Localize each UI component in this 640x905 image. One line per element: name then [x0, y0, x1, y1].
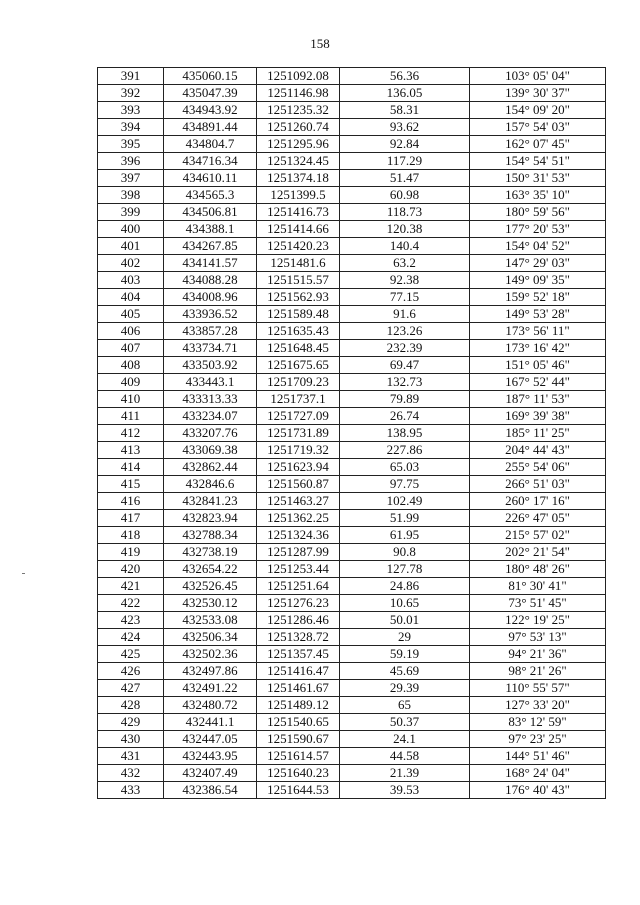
- x-coordinate-cell: 432506.34: [164, 629, 257, 646]
- point-number-cell: 402: [98, 255, 164, 272]
- distance-cell: 56.36: [340, 68, 470, 85]
- table-row: [98, 119, 606, 136]
- table-row: [98, 714, 606, 731]
- point-number-cell: 421: [98, 578, 164, 595]
- bearing-cell: 187° 11' 53": [470, 391, 606, 408]
- y-coordinate-cell: 1251709.23: [257, 374, 340, 391]
- y-coordinate-cell: 1251489.12: [257, 697, 340, 714]
- table-row: [98, 629, 606, 646]
- point-number-cell: 425: [98, 646, 164, 663]
- y-coordinate-cell: 1251286.46: [257, 612, 340, 629]
- y-coordinate-cell: 1251635.43: [257, 323, 340, 340]
- distance-cell: 127.78: [340, 561, 470, 578]
- point-number-cell: 392: [98, 85, 164, 102]
- x-coordinate-cell: 434267.85: [164, 238, 257, 255]
- point-number-cell: 410: [98, 391, 164, 408]
- table-row: [98, 238, 606, 255]
- table-row: [98, 221, 606, 238]
- y-coordinate-cell: 1251481.6: [257, 255, 340, 272]
- x-coordinate-cell: 434565.3: [164, 187, 257, 204]
- bearing-cell: 97° 23' 25": [470, 731, 606, 748]
- point-number-cell: 406: [98, 323, 164, 340]
- bearing-cell: 266° 51' 03": [470, 476, 606, 493]
- x-coordinate-cell: 432862.44: [164, 459, 257, 476]
- x-coordinate-cell: 432788.34: [164, 527, 257, 544]
- point-number-cell: 412: [98, 425, 164, 442]
- y-coordinate-cell: 1251562.93: [257, 289, 340, 306]
- table-row: [98, 442, 606, 459]
- table-row: [98, 289, 606, 306]
- distance-cell: 92.38: [340, 272, 470, 289]
- point-number-cell: 413: [98, 442, 164, 459]
- distance-cell: 65: [340, 697, 470, 714]
- bearing-cell: 149° 53' 28": [470, 306, 606, 323]
- distance-cell: 51.99: [340, 510, 470, 527]
- distance-cell: 65.03: [340, 459, 470, 476]
- table-row: [98, 578, 606, 595]
- bearing-cell: 173° 56' 11": [470, 323, 606, 340]
- bearing-cell: 149° 09' 35": [470, 272, 606, 289]
- y-coordinate-cell: 1251362.25: [257, 510, 340, 527]
- bearing-cell: 255° 54' 06": [470, 459, 606, 476]
- table-row: [98, 374, 606, 391]
- point-number-cell: 399: [98, 204, 164, 221]
- x-coordinate-cell: 432497.86: [164, 663, 257, 680]
- point-number-cell: 400: [98, 221, 164, 238]
- page-number: 158: [310, 36, 330, 51]
- x-coordinate-cell: 432447.05: [164, 731, 257, 748]
- distance-cell: 132.73: [340, 374, 470, 391]
- x-coordinate-cell: 433069.38: [164, 442, 257, 459]
- x-coordinate-cell: 432841.23: [164, 493, 257, 510]
- y-coordinate-cell: 1251357.45: [257, 646, 340, 663]
- margin-mark: [22, 573, 25, 574]
- bearing-cell: 185° 11' 25": [470, 425, 606, 442]
- y-coordinate-cell: 1251675.65: [257, 357, 340, 374]
- distance-cell: 136.05: [340, 85, 470, 102]
- y-coordinate-cell: 1251276.23: [257, 595, 340, 612]
- y-coordinate-cell: 1251092.08: [257, 68, 340, 85]
- point-number-cell: 418: [98, 527, 164, 544]
- bearing-cell: 173° 16' 42": [470, 340, 606, 357]
- y-coordinate-cell: 1251590.67: [257, 731, 340, 748]
- distance-cell: 227.86: [340, 442, 470, 459]
- x-coordinate-cell: 432533.08: [164, 612, 257, 629]
- distance-cell: 58.31: [340, 102, 470, 119]
- bearing-cell: 215° 57' 02": [470, 527, 606, 544]
- bearing-cell: 204° 44' 43": [470, 442, 606, 459]
- point-number-cell: 417: [98, 510, 164, 527]
- distance-cell: 69.47: [340, 357, 470, 374]
- bearing-cell: 162° 07' 45": [470, 136, 606, 153]
- y-coordinate-cell: 1251287.99: [257, 544, 340, 561]
- x-coordinate-cell: 433936.52: [164, 306, 257, 323]
- distance-cell: 93.62: [340, 119, 470, 136]
- x-coordinate-cell: 434388.1: [164, 221, 257, 238]
- y-coordinate-cell: 1251737.1: [257, 391, 340, 408]
- table-row: [98, 136, 606, 153]
- table-row: [98, 476, 606, 493]
- bearing-cell: 147° 29' 03": [470, 255, 606, 272]
- x-coordinate-cell: 433443.1: [164, 374, 257, 391]
- point-number-cell: 427: [98, 680, 164, 697]
- distance-cell: 102.49: [340, 493, 470, 510]
- point-number-cell: 398: [98, 187, 164, 204]
- x-coordinate-cell: 434943.92: [164, 102, 257, 119]
- distance-cell: 50.01: [340, 612, 470, 629]
- point-number-cell: 393: [98, 102, 164, 119]
- table-row: [98, 306, 606, 323]
- distance-cell: 29: [340, 629, 470, 646]
- table-row: [98, 561, 606, 578]
- bearing-cell: 98° 21' 26": [470, 663, 606, 680]
- distance-cell: 90.8: [340, 544, 470, 561]
- bearing-cell: 97° 53' 13": [470, 629, 606, 646]
- bearing-cell: 202° 21' 54": [470, 544, 606, 561]
- table-row: [98, 527, 606, 544]
- x-coordinate-cell: 435060.15: [164, 68, 257, 85]
- y-coordinate-cell: 1251640.23: [257, 765, 340, 782]
- table-row: [98, 612, 606, 629]
- bearing-cell: 122° 19' 25": [470, 612, 606, 629]
- x-coordinate-cell: 432530.12: [164, 595, 257, 612]
- y-coordinate-cell: 1251253.44: [257, 561, 340, 578]
- table-row: [98, 187, 606, 204]
- x-coordinate-cell: 432846.6: [164, 476, 257, 493]
- point-number-cell: 409: [98, 374, 164, 391]
- x-coordinate-cell: 432441.1: [164, 714, 257, 731]
- distance-cell: 138.95: [340, 425, 470, 442]
- x-coordinate-cell: 434008.96: [164, 289, 257, 306]
- bearing-cell: 180° 59' 56": [470, 204, 606, 221]
- table-row: [98, 782, 606, 799]
- y-coordinate-cell: 1251648.45: [257, 340, 340, 357]
- x-coordinate-cell: 434891.44: [164, 119, 257, 136]
- y-coordinate-cell: 1251374.18: [257, 170, 340, 187]
- distance-cell: 39.53: [340, 782, 470, 799]
- distance-cell: 50.37: [340, 714, 470, 731]
- table-row: [98, 340, 606, 357]
- table-row: [98, 170, 606, 187]
- point-number-cell: 424: [98, 629, 164, 646]
- x-coordinate-cell: 432502.36: [164, 646, 257, 663]
- distance-cell: 51.47: [340, 170, 470, 187]
- table-row: [98, 255, 606, 272]
- bearing-cell: 168° 24' 04": [470, 765, 606, 782]
- y-coordinate-cell: 1251589.48: [257, 306, 340, 323]
- point-number-cell: 419: [98, 544, 164, 561]
- table-row: [98, 646, 606, 663]
- point-number-cell: 391: [98, 68, 164, 85]
- distance-cell: 92.84: [340, 136, 470, 153]
- x-coordinate-cell: 432480.72: [164, 697, 257, 714]
- bearing-cell: 110° 55' 57": [470, 680, 606, 697]
- x-coordinate-cell: 432526.45: [164, 578, 257, 595]
- bearing-cell: 177° 20' 53": [470, 221, 606, 238]
- x-coordinate-cell: 432386.54: [164, 782, 257, 799]
- y-coordinate-cell: 1251416.47: [257, 663, 340, 680]
- x-coordinate-cell: 433207.76: [164, 425, 257, 442]
- bearing-cell: 127° 33' 20": [470, 697, 606, 714]
- bearing-cell: 226° 47' 05": [470, 510, 606, 527]
- y-coordinate-cell: 1251727.09: [257, 408, 340, 425]
- bearing-cell: 163° 35' 10": [470, 187, 606, 204]
- distance-cell: 120.38: [340, 221, 470, 238]
- x-coordinate-cell: 434088.28: [164, 272, 257, 289]
- table-row: [98, 425, 606, 442]
- y-coordinate-cell: 1251295.96: [257, 136, 340, 153]
- point-number-cell: 401: [98, 238, 164, 255]
- y-coordinate-cell: 1251328.72: [257, 629, 340, 646]
- bearing-cell: 154° 54' 51": [470, 153, 606, 170]
- point-number-cell: 407: [98, 340, 164, 357]
- point-number-cell: 394: [98, 119, 164, 136]
- point-number-cell: 395: [98, 136, 164, 153]
- distance-cell: 21.39: [340, 765, 470, 782]
- distance-cell: 10.65: [340, 595, 470, 612]
- point-number-cell: 397: [98, 170, 164, 187]
- y-coordinate-cell: 1251420.23: [257, 238, 340, 255]
- table-row: [98, 391, 606, 408]
- y-coordinate-cell: 1251623.94: [257, 459, 340, 476]
- x-coordinate-cell: 434716.34: [164, 153, 257, 170]
- distance-cell: 45.69: [340, 663, 470, 680]
- bearing-cell: 103° 05' 04": [470, 68, 606, 85]
- bearing-cell: 167° 52' 44": [470, 374, 606, 391]
- bearing-cell: 180° 48' 26": [470, 561, 606, 578]
- bearing-cell: 81° 30' 41": [470, 578, 606, 595]
- x-coordinate-cell: 432654.22: [164, 561, 257, 578]
- y-coordinate-cell: 1251731.89: [257, 425, 340, 442]
- y-coordinate-cell: 1251560.87: [257, 476, 340, 493]
- bearing-cell: 139° 30' 37": [470, 85, 606, 102]
- coordinates-table-body: [98, 68, 606, 799]
- bearing-cell: 154° 09' 20": [470, 102, 606, 119]
- y-coordinate-cell: 1251146.98: [257, 85, 340, 102]
- point-number-cell: 429: [98, 714, 164, 731]
- table-row: [98, 748, 606, 765]
- y-coordinate-cell: 1251414.66: [257, 221, 340, 238]
- distance-cell: 140.4: [340, 238, 470, 255]
- table-row: [98, 102, 606, 119]
- bearing-cell: 151° 05' 46": [470, 357, 606, 374]
- point-number-cell: 432: [98, 765, 164, 782]
- x-coordinate-cell: 434804.7: [164, 136, 257, 153]
- point-number-cell: 428: [98, 697, 164, 714]
- point-number-cell: 431: [98, 748, 164, 765]
- x-coordinate-cell: 433313.33: [164, 391, 257, 408]
- distance-cell: 59.19: [340, 646, 470, 663]
- table-row: [98, 731, 606, 748]
- table-row: [98, 510, 606, 527]
- distance-cell: 97.75: [340, 476, 470, 493]
- table-row: [98, 595, 606, 612]
- distance-cell: 118.73: [340, 204, 470, 221]
- point-number-cell: 423: [98, 612, 164, 629]
- table-row: [98, 357, 606, 374]
- point-number-cell: 420: [98, 561, 164, 578]
- distance-cell: 44.58: [340, 748, 470, 765]
- x-coordinate-cell: 434141.57: [164, 255, 257, 272]
- y-coordinate-cell: 1251324.45: [257, 153, 340, 170]
- y-coordinate-cell: 1251461.67: [257, 680, 340, 697]
- y-coordinate-cell: 1251324.36: [257, 527, 340, 544]
- distance-cell: 63.2: [340, 255, 470, 272]
- x-coordinate-cell: 434610.11: [164, 170, 257, 187]
- distance-cell: 79.89: [340, 391, 470, 408]
- distance-cell: 24.86: [340, 578, 470, 595]
- y-coordinate-cell: 1251515.57: [257, 272, 340, 289]
- bearing-cell: 260° 17' 16": [470, 493, 606, 510]
- distance-cell: 117.29: [340, 153, 470, 170]
- bearing-cell: 94° 21' 36": [470, 646, 606, 663]
- x-coordinate-cell: 433734.71: [164, 340, 257, 357]
- distance-cell: 24.1: [340, 731, 470, 748]
- table-row: [98, 493, 606, 510]
- point-number-cell: 411: [98, 408, 164, 425]
- x-coordinate-cell: 434506.81: [164, 204, 257, 221]
- bearing-cell: 169° 39' 38": [470, 408, 606, 425]
- table-row: [98, 408, 606, 425]
- distance-cell: 232.39: [340, 340, 470, 357]
- bearing-cell: 73° 51' 45": [470, 595, 606, 612]
- distance-cell: 61.95: [340, 527, 470, 544]
- distance-cell: 29.39: [340, 680, 470, 697]
- point-number-cell: 416: [98, 493, 164, 510]
- x-coordinate-cell: 432443.95: [164, 748, 257, 765]
- point-number-cell: 403: [98, 272, 164, 289]
- bearing-cell: 83° 12' 59": [470, 714, 606, 731]
- bearing-cell: 157° 54' 03": [470, 119, 606, 136]
- distance-cell: 77.15: [340, 289, 470, 306]
- x-coordinate-cell: 432823.94: [164, 510, 257, 527]
- x-coordinate-cell: 432491.22: [164, 680, 257, 697]
- coordinates-table: [97, 67, 606, 799]
- bearing-cell: 150° 31' 53": [470, 170, 606, 187]
- y-coordinate-cell: 1251260.74: [257, 119, 340, 136]
- table-row: [98, 765, 606, 782]
- point-number-cell: 422: [98, 595, 164, 612]
- distance-cell: 26.74: [340, 408, 470, 425]
- table-row: [98, 459, 606, 476]
- point-number-cell: 415: [98, 476, 164, 493]
- point-number-cell: 430: [98, 731, 164, 748]
- bearing-cell: 159° 52' 18": [470, 289, 606, 306]
- y-coordinate-cell: 1251463.27: [257, 493, 340, 510]
- table-row: [98, 68, 606, 85]
- y-coordinate-cell: 1251644.53: [257, 782, 340, 799]
- y-coordinate-cell: 1251251.64: [257, 578, 340, 595]
- y-coordinate-cell: 1251614.57: [257, 748, 340, 765]
- bearing-cell: 154° 04' 52": [470, 238, 606, 255]
- table-row: [98, 85, 606, 102]
- x-coordinate-cell: 433234.07: [164, 408, 257, 425]
- distance-cell: 91.6: [340, 306, 470, 323]
- table-row: [98, 544, 606, 561]
- distance-cell: 123.26: [340, 323, 470, 340]
- bearing-cell: 144° 51' 46": [470, 748, 606, 765]
- bearing-cell: 176° 40' 43": [470, 782, 606, 799]
- point-number-cell: 414: [98, 459, 164, 476]
- point-number-cell: 396: [98, 153, 164, 170]
- y-coordinate-cell: 1251235.32: [257, 102, 340, 119]
- y-coordinate-cell: 1251399.5: [257, 187, 340, 204]
- table-row: [98, 697, 606, 714]
- x-coordinate-cell: 433503.92: [164, 357, 257, 374]
- point-number-cell: 433: [98, 782, 164, 799]
- x-coordinate-cell: 432407.49: [164, 765, 257, 782]
- table-row: [98, 153, 606, 170]
- table-row: [98, 680, 606, 697]
- point-number-cell: 404: [98, 289, 164, 306]
- x-coordinate-cell: 433857.28: [164, 323, 257, 340]
- distance-cell: 60.98: [340, 187, 470, 204]
- x-coordinate-cell: 432738.19: [164, 544, 257, 561]
- point-number-cell: 408: [98, 357, 164, 374]
- y-coordinate-cell: 1251416.73: [257, 204, 340, 221]
- point-number-cell: 426: [98, 663, 164, 680]
- y-coordinate-cell: 1251719.32: [257, 442, 340, 459]
- table-row: [98, 663, 606, 680]
- table-row: [98, 323, 606, 340]
- y-coordinate-cell: 1251540.65: [257, 714, 340, 731]
- table-row: [98, 204, 606, 221]
- point-number-cell: 405: [98, 306, 164, 323]
- x-coordinate-cell: 435047.39: [164, 85, 257, 102]
- table-row: [98, 272, 606, 289]
